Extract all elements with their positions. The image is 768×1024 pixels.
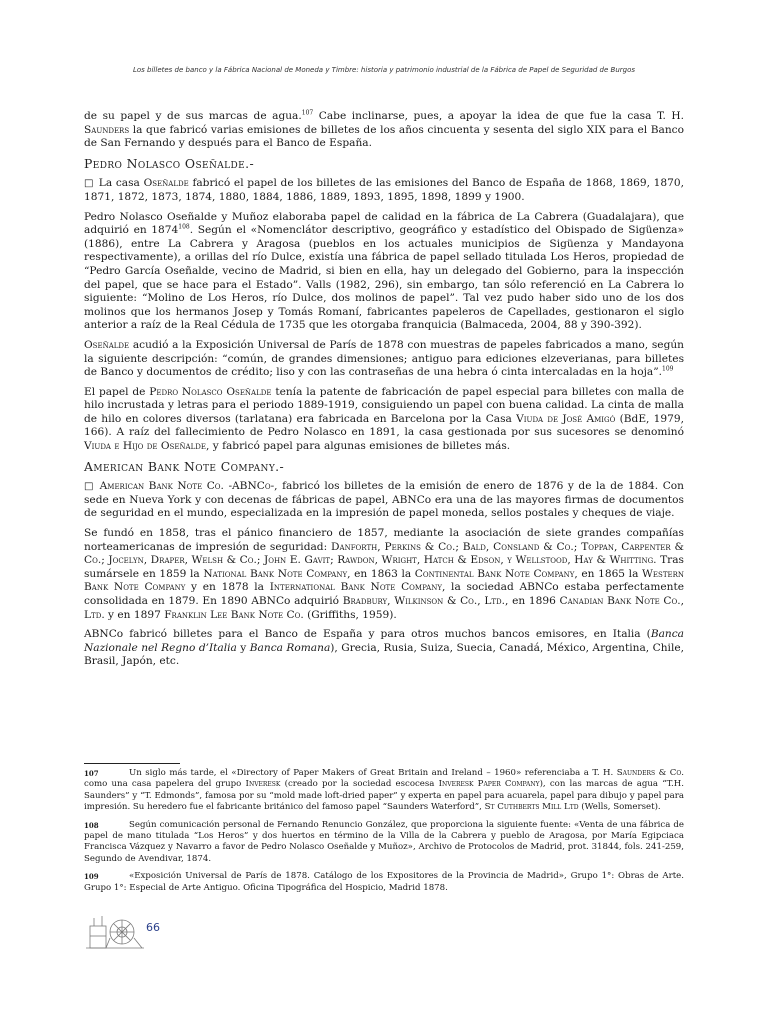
footnote-109: 109 «Exposición Universal de París de 1878. Catálogo de los Expositores de la Provincia de Madrid», Grupo 1°: Obras de Arte. Grupo 1°: Especial de Arte Antiguo. Oficina Tipográfica del Hospicio, Madrid 1878. [84,871,684,893]
footnote-separator [84,763,180,764]
bullet-abnco: □ American Bank Note Co. -ABNCo-, fabricó los billetes de la emisión de enero de 1876 y de la de 1884. Con sede en Nueva York y con decenas de fábricas de papel, ABNCo era una de las mayores firmas de documentos de seguridad en el mundo, especializada en la impresión de papel moneda, sellos postales y cheques de viaje. [84,480,685,520]
bullet-osenalde-emissions: □ La casa Oseñalde fabricó el papel de los billetes de las emisiones del Banco de España de 1868, 1869, 1870, 1871, 1872, 1873, 1874, 1880, 1884, 1886, 1889, 1893, 1895, 1898, 1899 y 1900. [84,177,684,203]
footnote-ref-108[interactable]: 108 [178,223,190,231]
paragraph-la-cabrera: Pedro Nolasco Oseñalde y Muñoz elaboraba papel de calidad en la fábrica de La Cabrera (Guadalajara), que adquirió en 1874$^{108}$. Según el «Nomenclátor descriptivo, geográfico y estadístico del Obispado de Sigüenza» (1886), entre La Cabrera y Aragosa (pueblos en los actuales municipios de Sigüenza y Mandayona respectivamente), a orillas del río Dulce, existía una fábrica de papel sellado titulada Los Heros, propiedad de “Pedro García Oseñalde, vecino de Madrid, si bien en ella, hay un delegado del Gobierno, para la inspección del papel, que se hace para el Estado”. Valls (1982, 296), sin embargo, tan sólo referenció en La Cabrera lo siguiente: “Molino de Los Heros, río Dulce, dos molinos de papel”. Tal vez pudo haber sido uno de los dos molinos que los hermanos Josep y Tomás Romaní, fabricantes papeleros de Capellades, gestionaron el siglo anterior a raíz de la Real Cédula de 1735 que les otorgaba franquicia (Balmaceda, 2004, 88 y 390-392). [84,210,684,332]
intro-paragraph: de su papel y de sus marcas de agua.$^{107}$ Cabe inclinarse, pues, a apoyar la idea de que fue la casa T. H. Saunders la que fabricó varias emisiones de billetes de los años cincuenta y sesenta del siglo XIX para el Banco de San Fernando y después para el Banco de España. [84,109,684,150]
footnote-108: 108 Según comunicación personal de Fernando Renuncio González, que proporciona la siguiente fuente: «Venta de una fábrica de papel de mano titulada “Los Heros” y dos huertos en término de la Villa de la Cabrera y pueblo de Aragosa, por María Egipciaca Francisca Vázquez y Navarro a favor de Pedro Nolasco Oseñalde y Muñoz», Archivo de Protocolos de Madrid, prot. 31844, fols. 241-259, Segundo de Avendivar, 1874. [84,819,684,864]
section-heading-osenalde: Pedro Nolasco Oseñalde.- [84,155,255,171]
running-head: Los billetes de banco y la Fábrica Nacional de Moneda y Timbre: historia y patrimonio industrial de la Fábrica de Papel de Seguridad de Burgos [132,66,636,74]
footnote-ref-109[interactable]: 109 [662,365,674,373]
footnote-ref-107[interactable]: 107 [301,109,314,117]
section-heading-abnco: American Bank Note Company.- [84,458,285,474]
footnote-107: 107 Un siglo más tarde, el «Directory of Paper Makers of Great Britain and Ireland – 1960» referenciaba a T. H. Saunders & Co. como una casa papelera del grupo Inveresk (creado por la sociedad escocesa Inveresk Paper Company), con las marcas de agua “T.H. Saunders” y “T. Edmonds”, famosa por su “mold made loft-dried paper” y experta en papel para acuarela, papel para dibujo y papel para impresión. Su heredero fue el fabricante británico del famoso papel “Saunders Waterford”, St Cuthberts Mill Ltd (Wells, Somerset). [84,768,685,813]
checkbox-bullet-icon: □ [84,178,94,190]
paragraph-patente: El papel de Pedro Nolasco Oseñalde tenía la patente de fabricación de papel especial para billetes con malla de hilo incrustada y letras para el periodo 1889-1919, consiguiendo un papel con buena calidad. La cinta de malla de hilo en colores diversos (tarlatana) era fabricada en Barcelona por la Casa Viuda de José Amigó (BdE, 1979, 166). A raíz del fallecimiento de Pedro Nolasco en 1891, la casa gestionada por sus sucesores se denominó Viuda e Hijo de Oseñalde, y fabricó papel para algunas emisiones de billetes más. [84,385,685,453]
page-number: 66 [146,921,160,934]
paragraph-abnco-clientes: ABNCo fabricó billetes para el Banco de España y para otros muchos bancos emisores, en Italia (Banca Nazionale nel Regno d’Italia y Banca Romana), Grecia, Rusia, Suiza, Suecia, Canadá, México, Argentina, Chile, Brasil, Japón, etc. [84,628,684,668]
paper-mill-machine-icon [84,912,146,952]
paragraph-exposicion-paris: Oseñalde acudió a la Exposición Universal de París de 1878 con muestras de papeles fabricados a mano, según la siguiente descripción: “común, de grandes dimensiones; antiguo para ediciones elzeverianas, para billetes de Banco y documentos de crédito; liso y con las contraseñas de una hebra ó cinta intercaladas en la hoja”.$^{109}$ [84,338,684,379]
checkbox-bullet-icon: □ [84,481,95,493]
main-content [84,110,684,675]
paragraph-fundacion: Se fundó en 1858, tras el pánico financiero de 1857, mediante la asociación de siete grandes compañías norteamericanas de impresión de seguridad: Danforth, Perkins & Co.; Bald, Consland & Co.; Toppan, Carpenter & Co.; Jocelyn, Draper, Welsh & Co.; John E. Gavit; Rawdon, Wright, Hatch & Edson, y Wellstood, Hay & Whitting. Tras sumársele en 1859 la National Bank Note Company, en 1863 la Continental Bank Note Company, en 1865 la Western Bank Note Company y en 1878 la International Bank Note Company, la sociedad ABNCo estaba perfectamente consolidada en 1879. En 1890 ABNCo adquirió Bradbury, Wilkinson & Co., Ltd., en 1896 Canadian Bank Note Co., Ltd. y en 1897 Franklin Lee Bank Note Co. (Griffiths, 1959). [84,527,684,621]
footnotes [84,768,684,900]
